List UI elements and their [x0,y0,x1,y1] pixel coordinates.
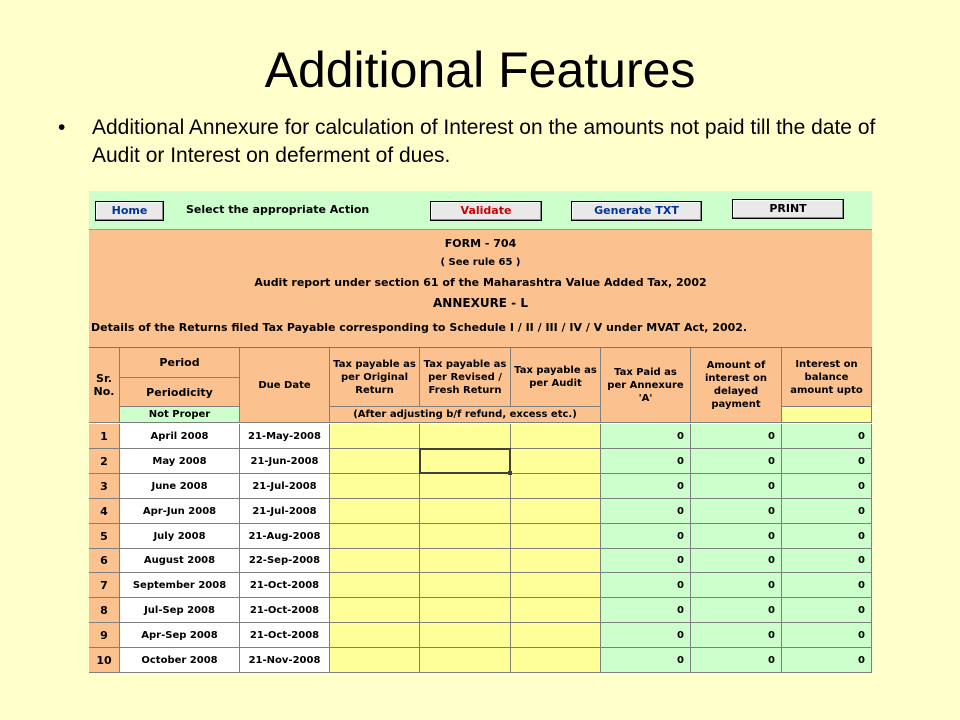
row-sr-no: 6 [89,549,120,573]
row-interest-delayed: 0 [691,598,782,623]
row-period: September 2008 [120,573,240,598]
tax-audit-input[interactable] [511,598,601,623]
tax-revised-input[interactable] [420,549,511,573]
tax-audit-input[interactable] [511,573,601,598]
row-sr-no: 1 [89,424,120,449]
tax-revised-input[interactable] [420,648,511,673]
row-interest-balance: 0 [782,648,872,673]
row-tax-paid: 0 [601,449,691,474]
row-period: June 2008 [120,474,240,499]
header-adjust-note: (After adjusting b/f refund, excess etc.) [330,407,601,423]
row-interest-balance: 0 [782,524,872,549]
action-prompt-label: Select the appropriate Action [186,203,370,216]
tax-revised-input[interactable] [420,573,511,598]
form-number: FORM - 704 [444,237,517,250]
tax-audit-input[interactable] [511,424,601,449]
row-interest-delayed: 0 [691,449,782,474]
tax-audit-input[interactable] [511,449,601,474]
tax-original-input[interactable] [330,499,420,524]
header-due-date: Due Date [240,348,330,423]
row-interest-balance: 0 [782,449,872,474]
row-due-date: 21-Oct-2008 [240,598,330,623]
tax-audit-input[interactable] [511,623,601,648]
row-interest-delayed: 0 [691,499,782,524]
tax-audit-input[interactable] [511,474,601,499]
row-due-date: 21-Jul-2008 [240,474,330,499]
header-sr-no: Sr. No. [89,348,120,423]
tax-revised-input[interactable] [420,499,511,524]
row-interest-balance: 0 [782,424,872,449]
tax-original-input[interactable] [330,449,420,474]
interest-upto-date-input[interactable] [782,407,872,423]
row-interest-delayed: 0 [691,648,782,673]
tax-audit-input[interactable] [511,648,601,673]
row-period: May 2008 [120,449,240,474]
row-tax-paid: 0 [601,648,691,673]
row-sr-no: 8 [89,598,120,623]
row-sr-no: 5 [89,524,120,549]
row-tax-paid: 0 [601,598,691,623]
bullet-dot: • [58,116,66,139]
row-period: August 2008 [120,549,240,573]
row-interest-delayed: 0 [691,524,782,549]
tax-original-input[interactable] [330,648,420,673]
row-tax-paid: 0 [601,524,691,549]
tax-revised-input[interactable] [420,524,511,549]
header-tax-audit: Tax payable as per Audit [511,348,601,407]
header-interest-delayed: Amount of interest on delayed payment [691,348,782,423]
tax-revised-input[interactable] [420,474,511,499]
tax-original-input[interactable] [330,524,420,549]
tax-original-input[interactable] [330,424,420,449]
periodicity-status: Not Proper [120,407,240,423]
generate-txt-button[interactable]: Generate TXT [571,201,702,221]
row-due-date: 21-Oct-2008 [240,623,330,648]
row-tax-paid: 0 [601,424,691,449]
row-interest-delayed: 0 [691,623,782,648]
annexure-title: ANNEXURE - L [433,296,528,310]
row-interest-balance: 0 [782,598,872,623]
row-due-date: 21-Oct-2008 [240,573,330,598]
slide-title: Additional Features [264,42,696,98]
active-cell-selection[interactable] [419,448,511,474]
row-interest-balance: 0 [782,474,872,499]
row-tax-paid: 0 [601,573,691,598]
bullet-text: Additional Annexure for calculation of Interest on the amounts not paid till the date of Audit or Interest on deferment of dues. [92,116,876,167]
tax-revised-input[interactable] [420,598,511,623]
row-due-date: 21-Jun-2008 [240,449,330,474]
tax-audit-input[interactable] [511,524,601,549]
row-interest-delayed: 0 [691,549,782,573]
tax-original-input[interactable] [330,573,420,598]
validate-button[interactable]: Validate [430,201,542,221]
row-tax-paid: 0 [601,474,691,499]
tax-revised-input[interactable] [420,623,511,648]
row-period: Jul-Sep 2008 [120,598,240,623]
row-interest-delayed: 0 [691,573,782,598]
row-tax-paid: 0 [601,549,691,573]
row-period: Apr-Sep 2008 [120,623,240,648]
tax-original-input[interactable] [330,549,420,573]
tax-audit-input[interactable] [511,499,601,524]
row-sr-no: 3 [89,474,120,499]
tax-revised-input[interactable] [420,424,511,449]
row-due-date: 22-Sep-2008 [240,549,330,573]
row-due-date: 21-Nov-2008 [240,648,330,673]
annexure-details: Details of the Returns filed Tax Payable corresponding to Schedule I / II / III / IV / V under MVAT Act, 2002. [91,321,748,334]
row-interest-balance: 0 [782,549,872,573]
row-due-date: 21-Aug-2008 [240,524,330,549]
tax-original-input[interactable] [330,598,420,623]
fill-handle[interactable] [508,471,512,475]
header-period: Period [120,348,240,378]
tax-original-input[interactable] [330,474,420,499]
header-tax-paid: Tax Paid as per Annexure 'A' [601,348,691,423]
row-interest-delayed: 0 [691,474,782,499]
row-period: Apr-Jun 2008 [120,499,240,524]
tax-original-input[interactable] [330,623,420,648]
row-due-date: 21-Jul-2008 [240,499,330,524]
row-interest-delayed: 0 [691,424,782,449]
row-sr-no: 4 [89,499,120,524]
row-sr-no: 2 [89,449,120,474]
row-due-date: 21-May-2008 [240,424,330,449]
row-sr-no: 9 [89,623,120,648]
row-interest-balance: 0 [782,623,872,648]
row-period: October 2008 [120,648,240,673]
form-header [89,230,872,348]
form-rule: ( See rule 65 ) [440,257,521,268]
annexure-l-screenshot [89,191,872,673]
row-sr-no: 7 [89,573,120,598]
form-description: Audit report under section 61 of the Maharashtra Value Added Tax, 2002 [254,276,707,289]
header-periodicity: Periodicity [120,378,240,407]
row-tax-paid: 0 [601,499,691,524]
row-sr-no: 10 [89,648,120,673]
row-tax-paid: 0 [601,623,691,648]
header-tax-revised: Tax payable as per Revised / Fresh Return [420,348,511,407]
row-interest-balance: 0 [782,499,872,524]
print-button[interactable]: PRINT [732,199,844,219]
row-interest-balance: 0 [782,573,872,598]
row-period: April 2008 [120,424,240,449]
home-button[interactable]: Home [95,201,164,221]
header-tax-original: Tax payable as per Original Return [330,348,420,407]
tax-audit-input[interactable] [511,549,601,573]
action-toolbar [89,191,872,230]
header-interest-balance: Interest on balance amount upto [782,348,872,407]
row-period: July 2008 [120,524,240,549]
